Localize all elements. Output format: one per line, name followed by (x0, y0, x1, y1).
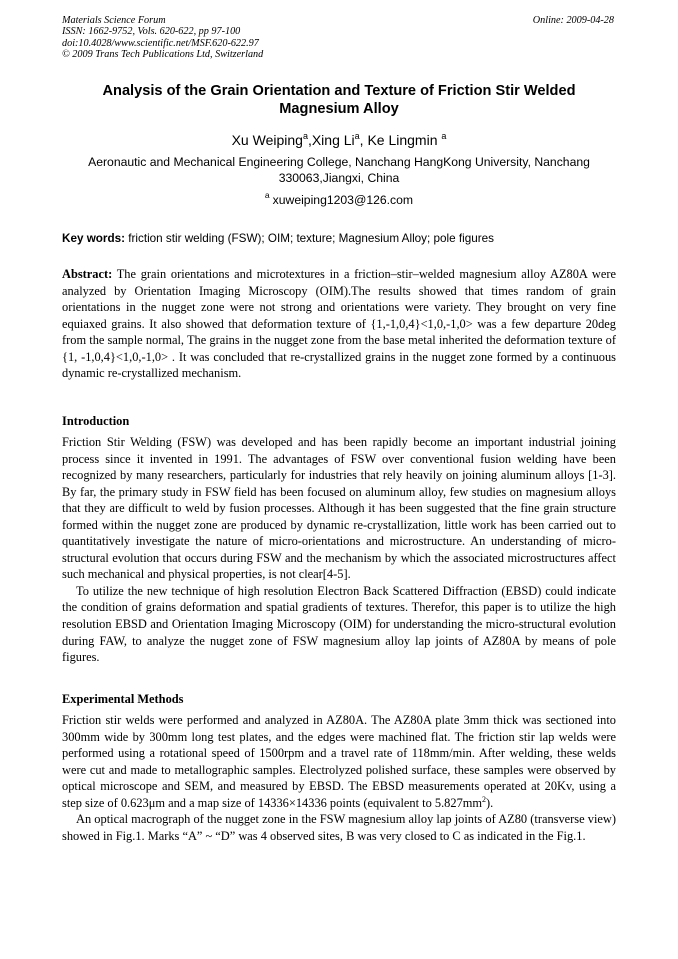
keywords (62, 231, 616, 246)
abstract (62, 266, 616, 382)
paragraph (62, 712, 616, 811)
copyright-line: © 2009 Trans Tech Publications Ltd, Switzerland (62, 48, 264, 60)
paragraph: An optical macrograph of the nugget zone in the FSW magnesium alloy lap joints of AZ80 (transverse view) showed in Fig.1. Marks “A” ~ “D” was 4 observed sites, B was very closed to C as indicated in the Fig.1. (62, 812, 616, 843)
author-name: Xing Li (311, 132, 355, 148)
paragraph: Friction Stir Welding (FSW) was developed and has been rapidly become an important industrial joining process since it invented in 1991. The advantages of FSW over conventional fusion welding have been recognized by many researchers, particularly for industries that rely heavily on joining aluminum alloys [1-3]. By far, the primary study in FSW field has been focused on aluminum alloy, few studies on magnesium alloys that they are difficult to weld by fusion processes. Although it has been suggested that the fine grain structure formed within the nugget zone are produced by dynamic re-crystallization, little work has been carried out to quantitatively investigate the nature of micro-orientations and microstructure. An understanding of micro-structural evolution that occurs during FSW and the mechanism by which the associated microstructures affect such mechanical and physical properties, is not clear[4-5]. (62, 435, 616, 582)
author-list (62, 131, 616, 149)
paragraph-text-end: ). (486, 795, 494, 810)
affiliation-mark: a (302, 131, 308, 141)
introduction-body (62, 434, 616, 666)
author-separator: , (359, 132, 368, 148)
email-affiliation-mark: a (264, 190, 270, 200)
online-date: Online: 2009-04-28 (532, 15, 614, 26)
journal-header (62, 15, 263, 60)
methods-body (62, 712, 616, 844)
section-heading-introduction: Introduction (62, 414, 130, 428)
paragraph-text: Friction stir welds were performed and analyzed in AZ80A. The AZ80A plate 3mm thick was sectioned into 300mm wide by 300mm long test plates, and the edges were machined flat. The friction stir lap welds were performed using a rotational speed of 1500rpm and a travel rate of 118mm/min. After welding, these welds were cut and made to metallographic samples. Electrolyzed polished surface, these samples were observed by optical microscope and SEM, and measured by EBSD. The EBSD measurements operated at 20Kv, using a step size of 0.623μm and a map size of 14336×14336 points (equivalent to 5.827mm (62, 713, 616, 810)
superscript: 2 (482, 794, 487, 804)
affiliation-mark: a (441, 131, 447, 141)
affiliation-mark: a (354, 131, 360, 141)
author-separator: , (307, 132, 312, 148)
keywords-label: Key words: (62, 232, 125, 245)
abstract-text: The grain orientations and microtextures in a friction–stir–welded magnesium alloy AZ80A were analyzed by Orientation Imaging Microscopy (OIM).The results showed that times random of grain orientations in the nugget zone were not strong and orientations were variety. They brought on very fine equiaxed grains. It also showed that deformation texture of {1,-1,0,4}<1,0,-1,0> was a few departure 20deg from the sample normal, The grains in the nugget zone from the base metal inherited the deformation texture of {1, -1,0,4}<1,0,-1,0> . It was concluded that re-crystallized grains in the nugget zone formed by a continuous dynamic re-crystallized mechanism. (62, 267, 616, 381)
email-address: xuweiping1203@126.com (272, 193, 414, 207)
author-email (62, 192, 616, 208)
section-heading-experimental-methods: Experimental Methods (62, 692, 184, 706)
journal-name: Materials Science Forum (62, 15, 166, 26)
issn-line: ISSN: 1662-9752, Vols. 620-622, pp 97-100 (62, 26, 241, 38)
author-name: Xu Weiping (231, 132, 303, 148)
affiliation: Aeronautic and Mechanical Engineering College, Nanchang HangKong University, Nanchang 330063,Jiangxi, China (88, 155, 590, 185)
paper-title: Analysis of the Grain Orientation and Texture of Friction Stir Welded Magnesium Alloy (102, 83, 576, 117)
abstract-label: Abstract: (62, 267, 113, 281)
doi-line: doi:10.4028/www.scientific.net/MSF.620-622.97 (62, 37, 259, 49)
keywords-text: friction stir welding (FSW); OIM; texture; Magnesium Alloy; pole figures (125, 232, 494, 245)
paragraph: To utilize the new technique of high resolution Electron Back Scattered Diffraction (EBSD) could indicate the condition of grains deformation and spatial gradients of textures. Therefor, this paper is to utilize the high resolution EBSD and Orientation Imaging Microscopy (OIM) for understanding the micro-structural evolution during FAW, to analyze the nugget zone of FSW magnesium alloy lap joints of AZ80A by means of pole figures. (62, 583, 616, 665)
author-name: Ke Lingmin (367, 132, 442, 148)
